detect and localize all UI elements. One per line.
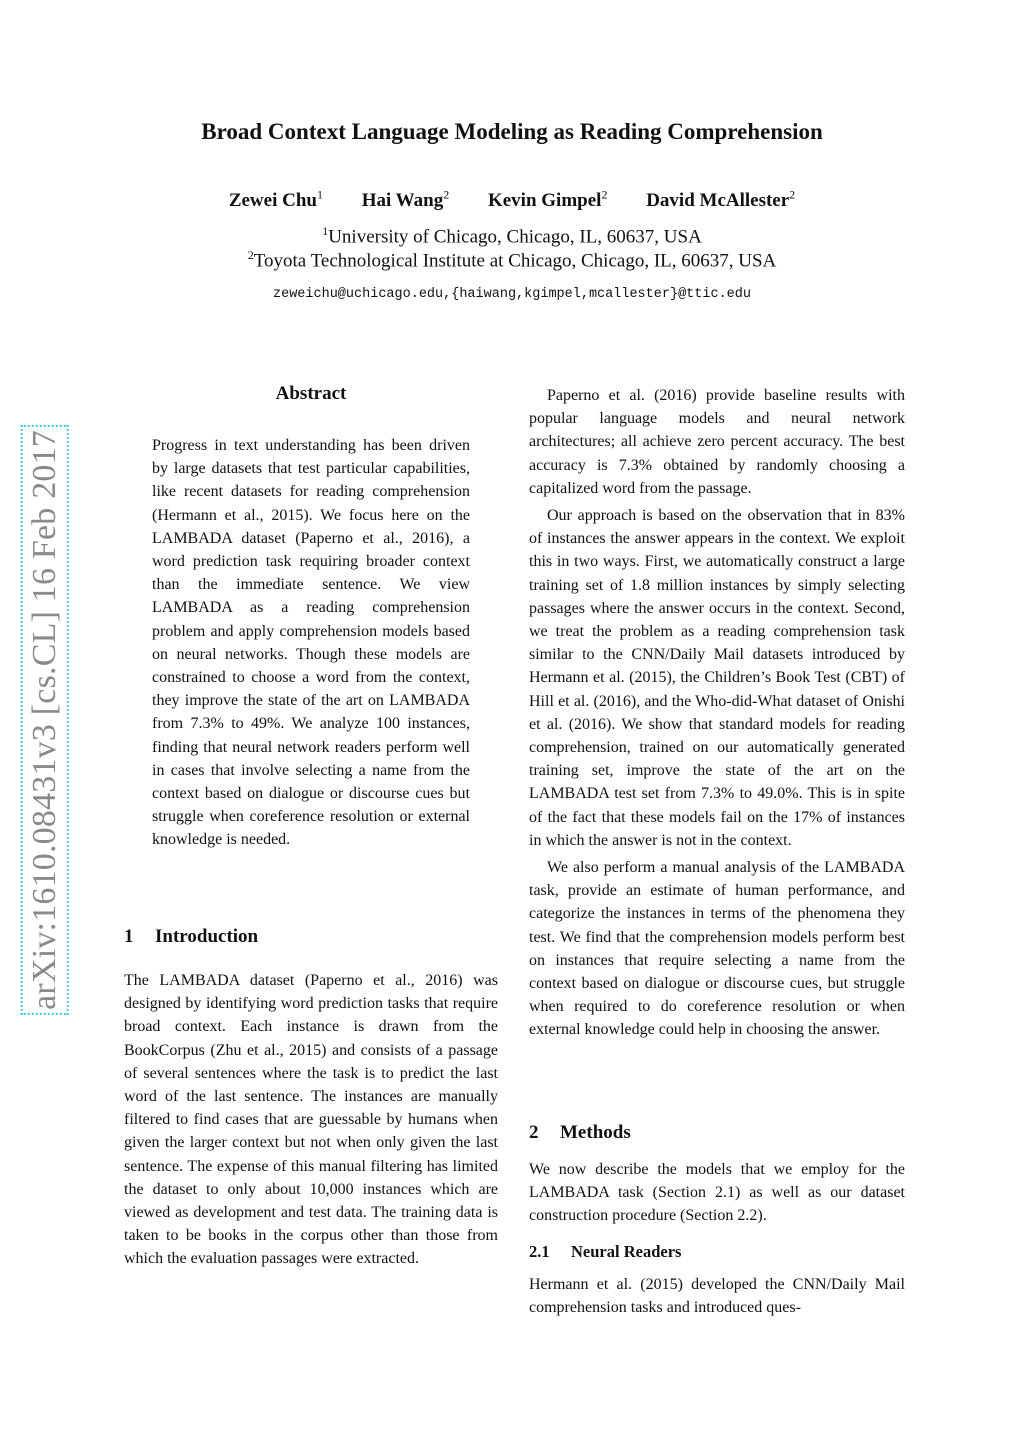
subsection-number: 2.1 — [529, 1242, 550, 1261]
author-affil-mark: 2 — [443, 188, 450, 202]
author-1 — [229, 190, 323, 211]
affiliation-mark: 2 — [247, 248, 254, 262]
section-title: Methods — [560, 1122, 631, 1143]
affiliation-1 — [0, 224, 1024, 248]
affiliation-text: University of Chicago, Chicago, IL, 60637, USA — [328, 226, 702, 248]
intro-paragraph-2: Paperno et al. (2016) provide baseline results with popular language models and neural network architectures; all achieve zero percent accuracy. The best accuracy is 7.3% obtained by randomly choosing a capitalized word from the passage. — [529, 387, 905, 497]
intro-paragraph-1: The LAMBADA dataset (Paperno et al., 2016) was designed by identifying word prediction tasks that require broad context. Each instance is drawn from the BookCorpus (Zhu et al., 2015) and consists of a passage of several sentences where the task is to predict the last word of the last sentence. The instances are manually filtered to find cases that are guessable by humans when given the larger context but not when only given the last sentence. The expense of this manual filtering has limited the dataset to only about 10,000 instances which are viewed as development and test data. The training data is taken to be books in the corpus other than those from which the evaluation passages were extracted. — [124, 972, 498, 1268]
author-list — [0, 188, 1024, 212]
right-column — [529, 384, 905, 1042]
section-number: 2 — [529, 1122, 539, 1143]
neural-readers-body — [529, 1273, 905, 1319]
affiliation-2 — [0, 248, 1024, 272]
methods-text: We now describe the models that we employ for the LAMBADA task (Section 2.1) as well as our dataset construction procedure (Section 2.2). — [529, 1161, 905, 1225]
author-affil-mark: 2 — [789, 188, 796, 202]
author-2 — [362, 190, 449, 211]
author-4 — [646, 190, 795, 211]
neural-readers-heading — [529, 1242, 681, 1262]
author-name: Kevin Gimpel — [487, 190, 602, 212]
affiliation-text: Toyota Technological Institute at Chicago, Chicago, IL, 60637, USA — [253, 250, 777, 272]
arxiv-stamp — [22, 420, 68, 1020]
author-affil-mark: 1 — [316, 188, 323, 202]
neural-readers-text: Hermann et al. (2015) developed the CNN/Daily Mail comprehension tasks and introduced ques- — [529, 1276, 905, 1317]
paper-title: Broad Context Language Modeling as Reading Comprehension — [201, 119, 823, 144]
intro-paragraph-4: We also perform a manual analysis of the LAMBADA task, provide an estimate of human performance, and categorize the instances in terms of the phenomena they test. We find that the comprehension models perform best on instances that require selecting a name from the context based on dialogue or discourse cues, but struggle when required to do coreference resolution or when external knowledge could help in choosing the answer. — [529, 859, 905, 1039]
abstract-text: Progress in text understanding has been driven by large datasets that test particular capabilities, like recent datasets for reading comprehension (Hermann et al., 2015). We focus here on the LAMBADA dataset (Paperno et al., 2016), a word prediction task requiring broader context than the immediate sentence. We view LAMBADA as a reading comprehension problem and apply comprehension models based on neural networks. Though these models are constrained to choose a word from the context, they improve the state of the art on LAMBADA from 7.3% to 49%. We analyze 100 instances, finding that neural network readers perform well in cases that involve selecting a name from the context based on dialogue or discourse cues but struggle when coreference resolution or external knowledge is needed. — [152, 437, 470, 849]
author-name: Zewei Chu — [228, 190, 317, 212]
section-title: Introduction — [155, 926, 259, 947]
introduction-column-left — [124, 969, 498, 1271]
author-name: David McAllester — [646, 190, 790, 212]
methods-heading — [529, 1122, 631, 1144]
abstract-heading: Abstract — [275, 383, 347, 404]
intro-paragraph-3: Our approach is based on the observation that in 83% of instances the answer appears in the context. We exploit this in two ways. First, we automatically construct a large training set of 1.8 million instances by simply selecting passages where the answer occurs in the context. Second, we treat the problem as a reading comprehension task similar to the CNN/Daily Mail datasets introduced by Hermann et al. (2015), the Children’s Book Test (CBT) of Hill et al. (2016), and the Who-did-What dataset of Onishi et al. (2016). We show that standard models for reading comprehension, trained on our automatically generated training set, improve the state of the art on the LAMBADA test set from 7.3% to 49.0%. This is in spite of the fact that these models fail on the 17% of instances in which the answer is not in the context. — [529, 507, 905, 849]
subsection-title: Neural Readers — [571, 1242, 682, 1261]
author-affil-mark: 2 — [601, 188, 608, 202]
author-emails: zeweichu@uchicago.edu,{haiwang,kgimpel,mcallester}@ttic.edu — [273, 287, 751, 302]
author-name: Hai Wang — [361, 190, 444, 212]
author-3 — [488, 190, 607, 211]
affiliation-mark: 1 — [322, 224, 329, 238]
arxiv-id[interactable]: arXiv:1610.08431v3 [cs.CL] 16 Feb 2017 — [21, 425, 69, 1015]
introduction-heading — [124, 926, 258, 948]
methods-body — [529, 1158, 905, 1228]
abstract-body — [152, 434, 470, 852]
section-number: 1 — [124, 926, 134, 947]
